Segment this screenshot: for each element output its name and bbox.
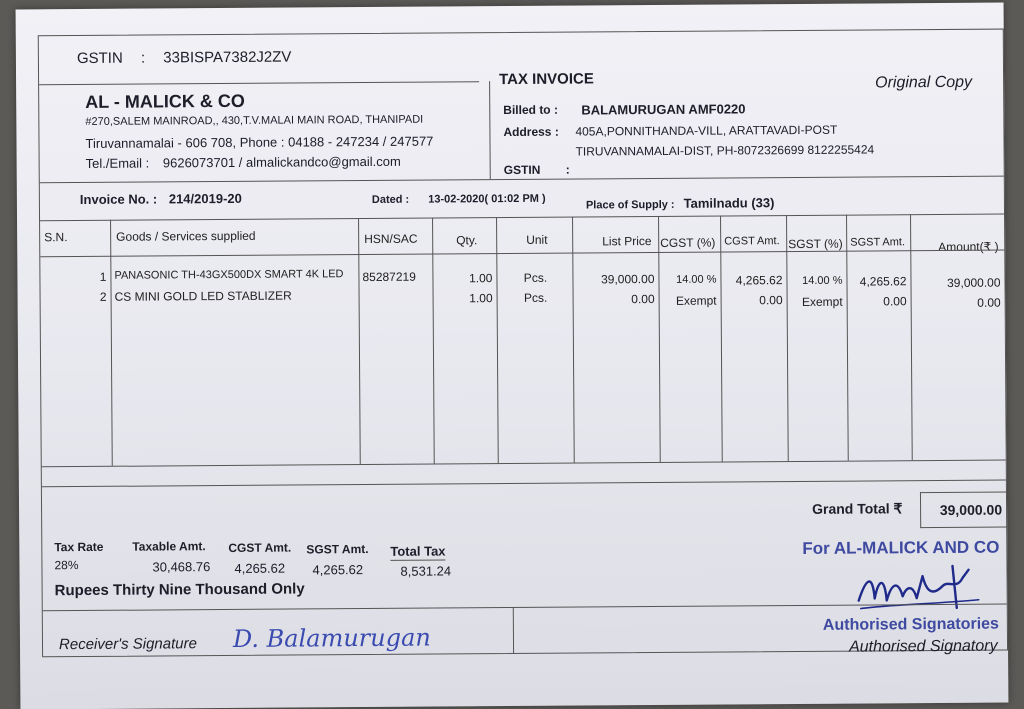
document-title: TAX INVOICE [499,70,594,89]
row2-sgst-pct: Exempt [801,294,843,309]
row2-cgst-pct: Exempt [675,293,717,308]
gstin-separator: : [140,49,146,67]
billed-to-value: BALAMURUGAN AMF0220 [581,101,746,118]
dated-value: 13-02-2020( 01:02 PM ) [428,192,546,206]
col-header-hsn: HSN/SAC [364,231,418,247]
col-header-cgst-pct: CGST (%) [660,235,716,250]
company-address-line2: Tiruvannamalai - 606 708, Phone : 04188 - 247234 / 247577 [85,133,434,151]
col-header-sgst-amt: SGST Amt. [850,236,906,249]
row1-list-price: 39,000.00 [601,272,655,287]
table-footer-rule [42,480,1006,488]
place-value: Tamilnadu (33) [683,195,775,211]
company-name: AL - MALICK & CO [85,90,245,112]
taxable-amt-header: Taxable Amt. [132,539,206,554]
company-address-line1: #270,SALEM MAINROAD,, 430,T.V.MALAI MAIN ROAD, THANIPADI [85,113,424,128]
dated-label: Dated : [371,193,410,206]
receiver-signature-label: Receiver's Signature [58,635,197,654]
row1-cgst-amt: 4,265.62 [735,273,783,288]
tax-rate-header: Tax Rate [54,539,104,555]
row1-unit: Pcs. [523,270,548,285]
row1-amount: 39,000.00 [947,275,1001,290]
receiver-handwriting: D. Balamurugan [232,623,431,653]
row1-hsn: 85287219 [362,269,416,285]
row2-goods: CS MINI GOLD LED STABLIZER [114,288,292,304]
billed-to-label: Billed to : [503,102,559,118]
sgst-amt-value: 4,265.62 [312,562,364,578]
company-contact [86,154,401,171]
total-tax-header: Total Tax [390,543,446,559]
buyer-gstin-sep: : [565,162,570,177]
grand-total-value: 39,000.00 [939,501,1003,519]
row1-sgst-pct: 14.00 % [802,274,843,287]
stamp-signatories: Authorised Signatories [822,615,999,634]
row2-qty: 1.00 [469,291,493,306]
contact-value: 9626073701 / almalickandco@gmail.com [162,153,401,171]
amount-in-words: Rupees Thirty Nine Thousand Only [54,580,305,600]
stamp-company: For AL-MALICK AND CO [802,537,1000,558]
row1-cgst-pct: 14.00 % [676,273,717,286]
authorised-signatory-label: Authorised Signatory [848,637,998,656]
seller-gstin [77,49,292,67]
row2-unit: Pcs. [523,290,548,305]
buyer-gstin-label: GSTIN [503,162,541,178]
table-top-rule [40,214,1004,222]
contact-label: Tel./Email : [85,155,150,171]
row2-cgst-amt: 0.00 [759,293,783,308]
sgst-amt-header: SGST Amt. [306,542,369,557]
row2-sgst-amt: 0.00 [883,294,907,309]
table-header-rule [40,250,1004,258]
billing-address-line1: 405A,PONNITHANDA-VILL, ARATTAVADI-POST [575,122,838,139]
col-header-list-price: List Price [602,234,652,249]
place-of-supply [586,195,775,211]
invoice-paper [16,3,1009,709]
billing-divider [489,81,491,179]
tax-rate-value: 28% [54,558,79,573]
place-label: Place of Supply : [585,198,675,212]
col-header-qty: Qty. [456,233,478,248]
total-tax-value: 8,531.24 [400,563,452,579]
copy-label: Original Copy [875,73,973,92]
invoice-no-label: Invoice No. : [79,191,158,208]
header-divider [39,81,479,85]
signatory-signature-icon [852,556,992,617]
grand-total-label: Grand Total ₹ [812,500,903,517]
invoice-no-value: 214/2019-20 [168,190,242,207]
taxable-amt-value: 30,468.76 [152,559,211,575]
billing-address-line2: TIRUVANNAMALAI-DIST, PH-8072326699 8122255424 [575,142,875,159]
col-header-goods: Goods / Services supplied [116,228,256,244]
buyer-gstin [504,163,570,177]
invoice-frame [38,29,1008,658]
gstin-value: 33BISPA7382J2ZV [163,48,292,67]
cgst-amt-header: CGST Amt. [228,540,292,555]
row2-list-price: 0.00 [631,292,655,307]
col-header-sn: S.N. [44,230,68,245]
cgst-amt-value: 4,265.62 [234,560,286,576]
col-header-sgst-pct: SGST (%) [788,236,843,252]
row2-amount: 0.00 [977,295,1001,310]
table-bottom-rule [42,460,1006,468]
row1-sgst-amt: 4,265.62 [859,274,907,289]
row1-sn: 1 [99,269,107,284]
footer-divider [513,607,514,653]
col-header-amount: Amount(₹ ) [938,239,999,255]
gstin-label: GSTIN [76,49,123,68]
row2-sn: 2 [99,289,107,304]
col-header-cgst-amt: CGST Amt. [724,235,780,248]
invoice-number [80,191,242,207]
row1-qty: 1.00 [469,271,493,286]
row1-goods: PANASONIC TH-43GX500DX SMART 4K LED [114,268,344,282]
col-header-unit: Unit [526,232,548,247]
address-label: Address : [503,124,559,140]
invoice-date [372,193,546,206]
